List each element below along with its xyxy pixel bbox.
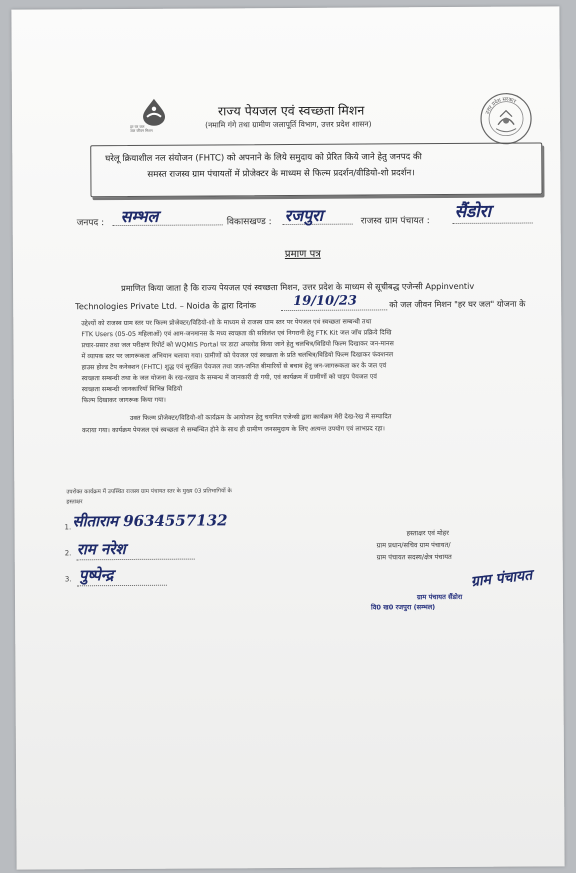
body-line-3: उद्देश्यों को राजस्व ग्राम स्तर पर फिल्म प्रोजेक्टर/विडियो-शो के माध्यम से राजस्व ग्राम स्तर पर पेयजल एवं स्वच्छता सम्बन्धी तथा — [81, 317, 372, 328]
body-line-11: उक्त फिल्म प्रोजेक्टर/विडियो-शो कार्यक्रम के आयोजन हेतु चयनित एजेन्सी द्वारा कार्यक्रम मेरी देख-रेख में सम्पादित — [129, 412, 392, 422]
panchayat-label: राजस्व ग्राम पंचायत : — [360, 216, 430, 227]
attendee-signature-2: राम नरेश — [76, 539, 126, 559]
page-subtitle: (नमामि गंगे तथा ग्रामीण जलापूर्ति विभाग, उत्तर प्रदेश शासन) — [205, 119, 372, 130]
banner-line-1: घरेलू क्रियाशील नल संयोजन (FHTC) को अपनाने के लिये समुदाय को प्रेरित किये जाने हेतु जनपद की — [105, 152, 422, 165]
certificate-title: प्रमाण पत्र — [284, 248, 321, 261]
panchayat-line — [453, 223, 533, 224]
event-date: 19/10/23 — [293, 293, 357, 309]
emblem-text: उत्तर प्रदेश सरकार — [484, 96, 517, 115]
body-line-5: प्रचार-प्रसार तथा जल परीक्षण रिपोर्ट को WQMIS Portal पर डाटा अपलोड किया जाने हेतु चलचित्र/विडियो फिल्म दिखाकर जन-मानस — [81, 339, 394, 350]
attendees-intro-1: उपरोक्त कार्यक्रम में उपस्थित राजस्व ग्राम पंचायत स्तर के मुख्य 03 प्रतिभागियों के — [66, 488, 232, 496]
signatory-line-1: हस्ताक्षर एवं मोहर — [406, 529, 449, 538]
attendee-signature-3: पुष्पेन्द्र — [78, 566, 114, 585]
block-value: रजपुरा — [284, 205, 323, 226]
body-line-4: FTK Users (05-05 महिलाओं) एवं आम-जनमानस के मध्य स्वच्छता की सविलंश एवं निगरानी हेतु FTK Kit जल जाँच प्रक्रिये दिखि — [81, 328, 392, 339]
state-seal-icon — [478, 90, 534, 146]
banner-line-2: समस्त राजस्व ग्राम पंचायतों में प्रोजेक्टर के माध्यम से फिल्म प्रदर्शन/वीडियो-शो प्रदर्शन। — [147, 168, 415, 180]
logo-caption-2: जल जीवन मिशन — [130, 128, 153, 133]
district-label: जनपद : — [76, 218, 105, 229]
logo-caption — [130, 125, 153, 133]
body-line-7: हाउस होल्ड टैप कनेक्शन (FHTC) शुद्ध एवं सुरक्षित पेयजल तथा जल-जनित बीमारियों से बचाव हेतु जन-जागरूकता कर के जल एवं — [81, 361, 387, 372]
block-label: विकासखण्ड : — [226, 217, 272, 228]
stamp-line-2: वि0 ख0 रजपुरा (सम्भल) — [371, 603, 436, 612]
signatory-line-3: ग्राम पंचायत सदस्य/क्षेत्र पंचायत — [376, 553, 452, 562]
body-line-6: में व्यापक स्तर पर जागरूकता अभियान चलाया गया। ग्रामीणों को पेयजल एवं स्वच्छता के प्रति चलचित्र/विडियो फिल्म दिखाकर फंक्शनल — [81, 350, 394, 361]
body-line-1: प्रमाणित किया जाता है कि राज्य पेयजल एवं स्वच्छता मिशन, उत्तर प्रदेश के माध्यम से सूचीबद्ध एजेन्सी Appinventiv — [121, 280, 475, 294]
attendee-signature-1: सीताराम 9634557132 — [72, 511, 228, 531]
attendee-num-2: 2. — [64, 549, 72, 558]
body-line-10: फिल्म दिखाकर जागरूक किया गया। — [81, 395, 166, 405]
subject-banner — [90, 142, 542, 197]
panchayat-value: सैंडोरा — [454, 201, 492, 222]
logo-caption-1: हर घर जल — [130, 124, 145, 129]
up-government-emblem — [478, 90, 534, 146]
district-value: सम्भल — [120, 206, 159, 227]
body-line-2a: Technologies Private Ltd. – Noida के द्वारा दिनांक — [75, 300, 256, 312]
date-line — [281, 309, 387, 311]
body-line-12: कराया गया। कार्यक्रम पेयजल एवं स्वच्छता से सम्बन्धित होने के साथ ही ग्रामीण जनसमुदाय के लिए अत्यन्त उपयोग एवं लाभप्रद रहा। — [81, 424, 385, 435]
har-ghar-jal-logo — [130, 97, 174, 143]
water-drop-icon — [134, 97, 174, 127]
attendees-intro-2: हस्ताक्षर — [66, 499, 83, 506]
stamp-line-1: ग्राम पंचायत सैंडोरा — [416, 592, 463, 602]
body-line-8: स्वच्छता सम्बन्धी तथा के जल योजना के रख-रखाव के सम्बन्ध में जानकारी दी गयी, एवं कार्यक्रम में ग्रामीणों को पाइप पेयजल एवं — [81, 372, 377, 383]
attendee-num-1: 1. — [64, 523, 72, 532]
body-line-9: स्वच्छता सम्बन्धी जानकारियाँ विभिन्न विडियो — [81, 384, 183, 394]
page-title: राज्य पेयजल एवं स्वच्छता मिशन — [217, 102, 365, 119]
certificate-page — [11, 6, 564, 869]
body-line-2b: को जल जीवन मिशन "हर घर जल" योजना के — [389, 298, 526, 310]
signatory-line-2: ग्राम प्रधान/सचिव ग्राम पंचायत/ — [376, 541, 451, 550]
pradhan-signature: ग्राम पंचायत — [470, 567, 533, 591]
attendee-num-3: 3. — [64, 575, 72, 584]
